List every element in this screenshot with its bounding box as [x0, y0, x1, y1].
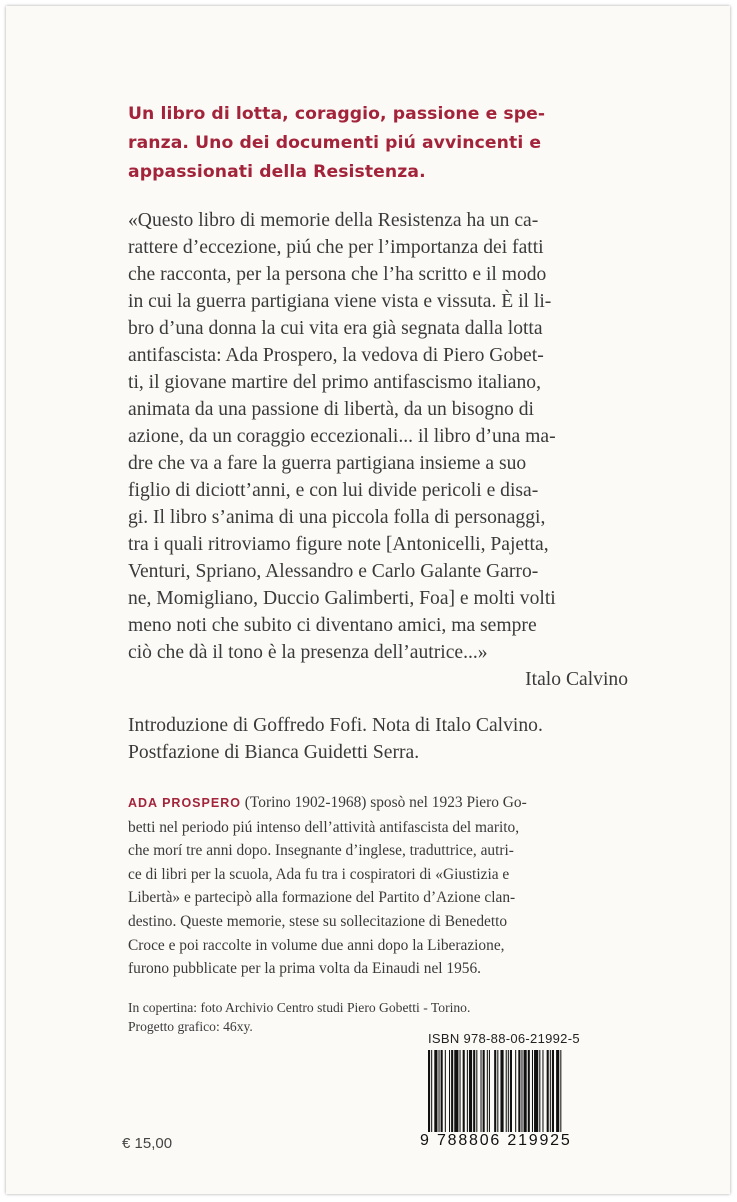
quote-line: ne, Momigliano, Duccio Galimberti, Foa] e molti volti	[128, 588, 556, 609]
blurb-line: Un libro di lotta, coraggio, passione e spe-	[128, 104, 546, 124]
barcode-bar	[515, 1050, 516, 1132]
barcode-digits: 9 788806 219925	[420, 1132, 572, 1149]
barcode-bar	[534, 1050, 538, 1132]
quote-line: antifascista: Ada Prospero, la vedova di Piero Gobet-	[128, 345, 544, 366]
quote-author: Italo Calvino	[525, 669, 628, 690]
quote-line: rattere d’eccezione, piú che per l’importanza dei fatti	[128, 237, 544, 258]
barcode-bar	[521, 1050, 522, 1132]
bio-line: betti nel periodo piú intenso dell’attività antifascista del marito,	[128, 818, 520, 836]
quote-line: che racconta, per la persona che l’ha scritto e il modo	[128, 264, 547, 285]
barcode-bar	[487, 1050, 488, 1132]
barcode-bar	[439, 1050, 440, 1132]
barcode-bar	[445, 1050, 446, 1132]
bio-line	[128, 791, 628, 816]
barcode-bar	[434, 1050, 437, 1132]
blurb-line: ranza. Uno dei documenti piú avvincenti e	[128, 133, 542, 153]
barcode-bar	[460, 1050, 461, 1132]
barcode-bar	[510, 1050, 512, 1132]
barcode-bar	[469, 1050, 472, 1132]
barcode-bar	[449, 1050, 450, 1132]
bio-line: Libertà» e partecipò alla formazione del Partito d’Azione clan-	[128, 889, 516, 907]
quote-line: ti, il giovane martire del primo antifascismo italiano,	[128, 372, 541, 393]
quote-line: ciò che dà il tono è la presenza dell’autrice...»	[128, 642, 488, 663]
bio-line: ce di libri per la scuola, Ada fu tra i cospiratori di «Giustizia e	[128, 865, 510, 883]
barcode-bar	[508, 1050, 509, 1132]
bio-line: destino. Queste memorie, stese su sollecitazione di Benedetto	[128, 912, 508, 930]
barcode-bar	[441, 1050, 443, 1132]
author-name: ADA PROSPERO	[128, 796, 241, 810]
barcode-bar	[428, 1050, 430, 1132]
isbn-label: ISBN 978-88-06-21992-5	[428, 1031, 580, 1046]
barcode-bar	[481, 1050, 482, 1132]
blurb-line: appassionati della Resistenza.	[128, 162, 426, 182]
barcode-bar	[451, 1050, 453, 1132]
edition-credits	[128, 712, 628, 766]
barcode-image	[425, 1050, 625, 1132]
blurb-headline	[128, 100, 628, 187]
barcode-bar	[454, 1050, 458, 1132]
quote-line: animata da una passione di libertà, da un bisogno di	[128, 399, 534, 420]
barcode-bar	[467, 1050, 468, 1132]
barcode-bar	[560, 1050, 561, 1132]
cover-text-block	[128, 100, 628, 1036]
quote-line: dre che va a fare la guerra partigiana insieme a suo	[128, 453, 527, 474]
quote-line: gi. Il libro s’anima di una piccola folla di personaggi,	[128, 507, 546, 528]
barcode-bar	[550, 1050, 551, 1132]
barcode-bar	[463, 1050, 465, 1132]
barcode-bar	[539, 1050, 540, 1132]
barcode-bar	[552, 1050, 554, 1132]
bio-line: Croce e poi raccolte in volume due anni dopo la Liberazione,	[128, 936, 505, 954]
price-label: € 15,00	[122, 1135, 173, 1152]
quote-line: in cui la guerra partigiana viene vista e vissuta. È il li-	[128, 291, 552, 312]
barcode-bar	[528, 1050, 530, 1132]
quote-line: Venturi, Spriano, Alessandro e Carlo Galante Garro-	[128, 561, 539, 582]
cover-credits-line: In copertina: foto Archivio Centro studi Piero Gobetti - Torino.	[128, 999, 471, 1015]
quote-line: meno noti che subito ci diventano amici, ma sempre	[128, 615, 537, 636]
barcode-bar	[483, 1050, 485, 1132]
barcode-bar	[431, 1050, 432, 1132]
credits-line: Postfazione di Bianca Guidetti Serra.	[128, 742, 420, 763]
credits-line: Introduzione di Goffredo Fofi. Nota di Italo Calvino.	[128, 715, 543, 736]
barcode-bar	[547, 1050, 549, 1132]
barcode-bar	[518, 1050, 520, 1132]
barcode-bar	[556, 1050, 559, 1132]
quote-line: figlio di diciott’anni, e con lui divide pericoli e disa-	[128, 480, 539, 501]
cover-credits-line: Progetto grafico: 46xy.	[128, 1018, 253, 1034]
calvino-quote	[128, 207, 628, 693]
barcode-bar	[524, 1050, 527, 1132]
quote-line: azione, da un coraggio eccezionali... il libro d’una ma-	[128, 426, 556, 447]
barcode-bar	[500, 1050, 503, 1132]
barcode-bar	[476, 1050, 477, 1132]
bio-line: che morí tre anni dopo. Insegnante d’inglese, traduttrice, autri-	[128, 842, 514, 860]
barcode-bar	[497, 1050, 498, 1132]
quote-line: tra i quali ritroviamo figure note [Antonicelli, Pajetta,	[128, 534, 549, 555]
barcode-bar	[489, 1050, 490, 1132]
book-back-cover	[6, 6, 730, 1194]
barcode-bar	[473, 1050, 475, 1132]
barcode-bar	[494, 1050, 496, 1132]
barcode-bar	[542, 1050, 543, 1132]
barcode-bar	[532, 1050, 533, 1132]
bio-first-line-rest: (Torino 1902-1968) sposò nel 1923 Piero Go-	[240, 794, 527, 811]
quote-line: bro d’una donna la cui vita era già segnata dalla lotta	[128, 318, 543, 339]
quote-line: «Questo libro di memorie della Resistenza ha un ca-	[128, 210, 539, 231]
bio-line: furono pubblicate per la prima volta da Einaudi nel 1956.	[128, 960, 482, 978]
barcode-bar	[506, 1050, 507, 1132]
author-bio	[128, 791, 628, 981]
